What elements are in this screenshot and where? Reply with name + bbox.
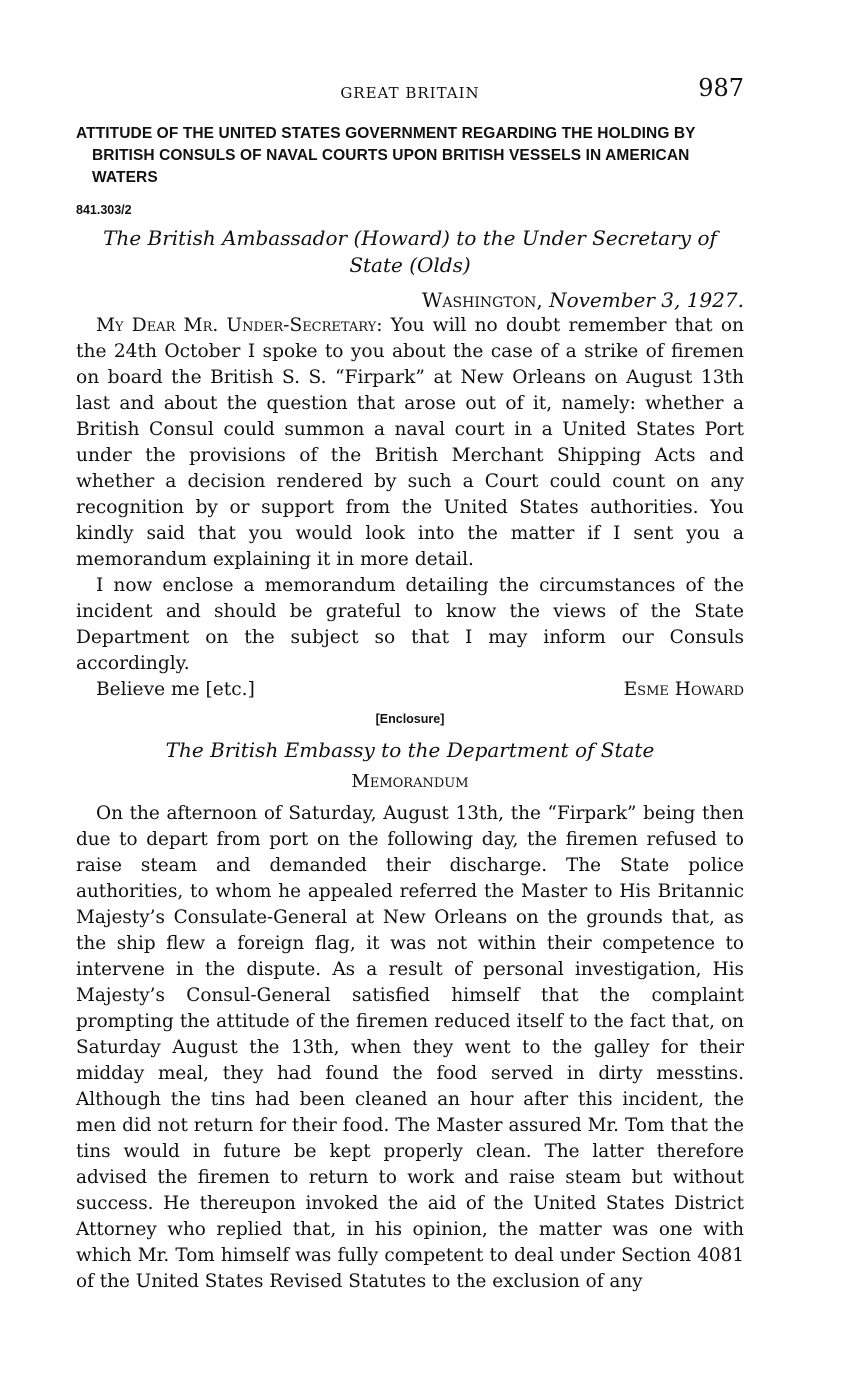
letter-body (76, 313, 744, 677)
file-number: 841.303/2 (76, 203, 132, 217)
letter-paragraph-text: You will no doubt remember that on the 24th October I spoke to you about the case of a strike of firemen on board the British S. S. “Firpark” at New Orleans on August 13th last and about the question that arose out of it, namely: whether a British Consul could summon a naval court in a United States Port under the provisions of the British Merchant Shipping Acts and whether a decision rendered by such a Court could count on any recognition by or support from the United States authorities. You kindly said that you would look into the matter if I sent you a memorandum explaining it in more detail. (76, 315, 744, 570)
enclosure-label: [Enclosure] (375, 712, 445, 726)
section-heading: ATTITUDE OF THE UNITED STATES GOVERNMENT REGARDING THE HOLDING BY BRITISH CONSULS OF NAVAL COURTS UPON BRITISH VESSELS IN AMERICAN WATERS (76, 125, 696, 186)
dateline-date: November 3, 1927. (549, 288, 744, 312)
dateline-place: Washington, (421, 288, 543, 312)
enclosure-title: The British Embassy to the Department of State (165, 738, 655, 762)
signature: Esme Howard (623, 679, 744, 700)
dateline (76, 287, 744, 313)
running-title: GREAT BRITAIN (340, 84, 480, 102)
page-number: 987 (698, 74, 744, 102)
memorandum-heading: Memorandum (351, 771, 469, 792)
letter-title: The British Ambassador (Howard) to the Under Secretary of State (Olds) (103, 226, 717, 277)
letter-paragraph (76, 313, 744, 573)
complimentary-close: Believe me [etc.] (96, 679, 255, 700)
memorandum-body (76, 801, 744, 1295)
salutation: My Dear Mr. Under-Secretary: (96, 315, 383, 336)
memorandum-paragraph: On the afternoon of Saturday, August 13th, the “Firpark” being then due to depart from port on the following day, the firemen refused to raise steam and demanded their discharge. The State police authorities, to whom he appealed referred the Master to His Britannic Majesty’s Consulate-General at New Orleans on the grounds that, as the ship flew a foreign flag, it was not within their competence to intervene in the dispute. As a result of personal investigation, His Majesty’s Consul-General satisfied himself that the complaint prompting the attitude of the firemen reduced itself to the fact that, on Saturday August the 13th, when they went to the galley for their midday meal, they had found the food served in dirty messtins. Although the tins had been cleaned an hour after this incident, the men did not return for their food. The Master assured Mr. Tom that the tins would in future be kept properly clean. The latter therefore advised the firemen to return to work and raise steam but without success. He thereupon invoked the aid of the United States District Attorney who replied that, in his opinion, the matter was one with which Mr. Tom himself was fully competent to deal under Section 4081 of the United States Revised Statutes to the exclusion of any (76, 803, 744, 1292)
letter-closing (76, 677, 744, 703)
running-header (76, 70, 744, 110)
document-page (76, 70, 744, 1295)
letter-paragraph: I now enclose a memorandum detailing the circumstances of the incident and should be grateful to know the views of the State Department on the subject so that I may inform our Consuls accordingly. (76, 575, 744, 674)
